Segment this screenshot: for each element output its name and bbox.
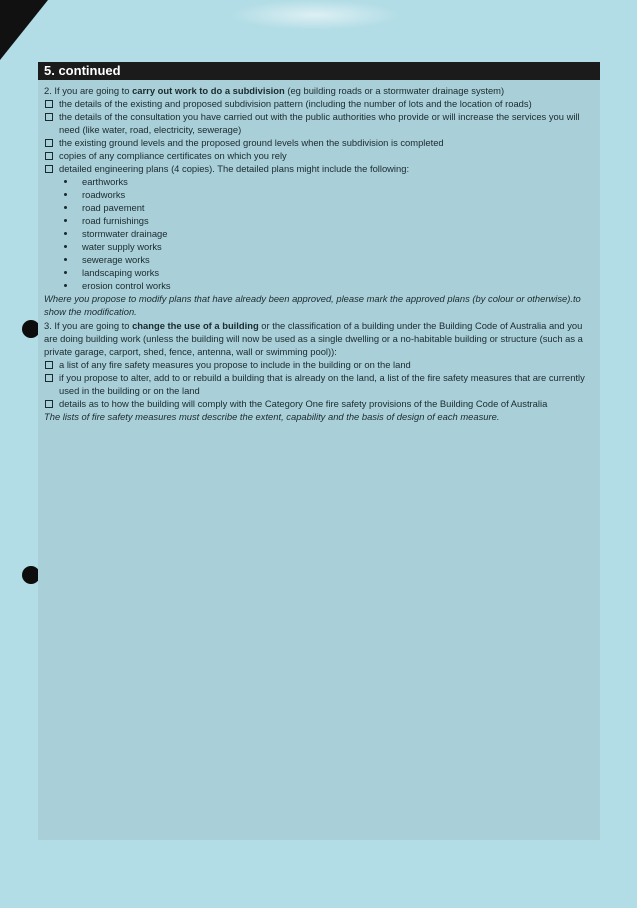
checkbox-icon[interactable] bbox=[45, 165, 53, 173]
checklist-item: a list of any fire safety measures you propose to include in the building or on the land bbox=[44, 358, 594, 371]
checkbox-icon[interactable] bbox=[45, 152, 53, 160]
checkbox-icon[interactable] bbox=[45, 361, 53, 369]
checklist-item: details as to how the building will comply with the Category One fire safety provisions of the Building Code of Australia bbox=[44, 397, 594, 410]
form-section-panel bbox=[38, 62, 600, 840]
list-item: water supply works bbox=[64, 240, 594, 253]
section-header: 5. continued bbox=[38, 62, 600, 80]
section-content bbox=[38, 80, 600, 423]
item2-note: Where you propose to modify plans that have already been approved, please mark the approved plans (by colour or otherwise).to show the modification. bbox=[44, 293, 581, 317]
checkbox-icon[interactable] bbox=[45, 113, 53, 121]
item3-heading-bold: change the use of a building bbox=[132, 320, 259, 331]
item3-note: The lists of fire safety measures must describe the extent, capability and the basis of design of each measure. bbox=[44, 411, 500, 422]
corner-staple-mark bbox=[0, 0, 48, 60]
list-item: road furnishings bbox=[64, 214, 594, 227]
checklist-item: detailed engineering plans (4 copies). The detailed plans might include the following: bbox=[44, 162, 594, 175]
item2-heading: 2. If you are going to carry out work to do a subdivision (eg building roads or a stormwater drainage system) bbox=[44, 85, 505, 96]
checkbox-icon[interactable] bbox=[45, 139, 53, 147]
checkbox-icon[interactable] bbox=[45, 400, 53, 408]
list-item: road pavement bbox=[64, 201, 594, 214]
list-item: roadworks bbox=[64, 188, 594, 201]
engineering-plan-list bbox=[44, 175, 594, 292]
checklist-item: the details of the existing and proposed subdivision pattern (including the number of lots and the location of roads) bbox=[44, 97, 594, 110]
checkbox-icon[interactable] bbox=[45, 374, 53, 382]
list-item: erosion control works bbox=[64, 279, 594, 292]
list-item: landscaping works bbox=[64, 266, 594, 279]
checklist-item: the details of the consultation you have carried out with the public authorities who provide or will increase the services you will need (like water, road, electricity, sewerage) bbox=[44, 110, 594, 136]
item3-heading: 3. If you are going to change the use of a building or the classification of a building under the Building Code of Australia and you are doing building work (unless the building will now be used as a single dwelling or a no-habitable building or structure (such as a private garage, carport, shed, fence, antenna, wall or swimming pool)): bbox=[44, 320, 583, 357]
list-item: earthworks bbox=[64, 175, 594, 188]
checklist-item: copies of any compliance certificates on which you rely bbox=[44, 149, 594, 162]
checkbox-icon[interactable] bbox=[45, 100, 53, 108]
item2-heading-bold: carry out work to do a subdivision bbox=[132, 85, 285, 96]
scan-smudge bbox=[230, 0, 400, 30]
list-item: sewerage works bbox=[64, 253, 594, 266]
checklist-item: if you propose to alter, add to or rebuild a building that is already on the land, a list of the fire safety measures that are currently used in the building or on the land bbox=[44, 371, 594, 397]
checklist-item: the existing ground levels and the proposed ground levels when the subdivision is completed bbox=[44, 136, 594, 149]
list-item: stormwater drainage bbox=[64, 227, 594, 240]
